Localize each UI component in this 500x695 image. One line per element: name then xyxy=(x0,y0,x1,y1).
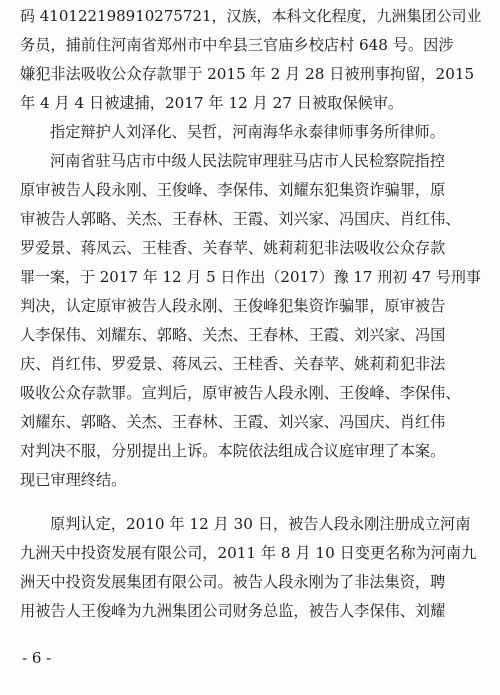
text-line-12: 人李保伟、刘耀东、郭略、关杰、王春林、王霞、刘兴家、冯国 xyxy=(20,326,446,344)
text-line-14: 吸收公众存款罪。宣判后，原审被告人段永刚、王俊峰、李保伟、 xyxy=(20,384,461,402)
text-line-16: 对判决不服，分别提出上诉。本院依法组成合议庭审理了本案。 xyxy=(20,442,446,460)
text-line-20: 洲天中投资发展集团有限公司。被告人段永刚为了非法集资，聘 xyxy=(20,573,446,591)
text-line-5: 指定辩护人刘泽化、吴哲，河南海华永泰律师事务所律师。 xyxy=(50,123,445,141)
text-line-6: 河南省驻马店市中级人民法院审理驻马店市人民检察院指控 xyxy=(50,152,445,170)
text-line-1: 码 410122198910275721，汉族，本科文化程度，九洲集团公司业 xyxy=(20,7,482,25)
page-number: - 6 - xyxy=(22,649,52,667)
text-line-9: 罗爱景、蒋凤云、王桂香、关春苹、姚莉莉犯非法吸收公众存款 xyxy=(20,239,446,257)
text-line-21: 用被告人王俊峰为九洲集团公司财务总监，被告人李保伟、刘耀 xyxy=(20,602,446,620)
text-line-17: 现已审理终结。 xyxy=(20,471,127,489)
text-line-10: 罪一案，于 2017 年 12 月 5 日作出（2017）豫 17 刑初 47 号刑事 xyxy=(20,268,481,286)
text-line-15: 刘耀东、郭略、关杰、王春林、王霞、刘兴家、冯国庆、肖红伟 xyxy=(20,413,446,431)
text-line-11: 判决，认定原审被告人段永刚、王俊峰犯集资诈骗罪，原审被告 xyxy=(20,297,446,315)
text-line-7: 原审被告人段永刚、王俊峰、李保伟、刘耀东犯集资诈骗罪，原 xyxy=(20,181,446,199)
text-line-18: 原判认定，2010 年 12 月 30 日，被告人段永刚注册成立河南 xyxy=(50,515,471,533)
text-line-8: 审被告人郭略、关杰、王春林、王霞、刘兴家、冯国庆、肖红伟、 xyxy=(20,210,461,228)
text-line-19: 九洲天中投资发展有限公司，2011 年 8 月 10 日变更名称为河南九 xyxy=(20,544,477,562)
text-line-2: 务员，捕前住河南省郑州市中牟县三官庙乡校店村 648 号。因涉 xyxy=(20,36,454,54)
text-line-3: 嫌犯非法吸收公众存款罪于 2015 年 2 月 28 日被刑事拘留，2015 xyxy=(20,65,475,83)
text-line-4: 年 4 月 4 日被逮捕，2017 年 12 月 27 日被取保候审。 xyxy=(20,94,404,112)
text-line-13: 庆、肖红伟、罗爱景、蒋凤云、王桂香、关春苹、姚莉莉犯非法 xyxy=(20,355,446,373)
